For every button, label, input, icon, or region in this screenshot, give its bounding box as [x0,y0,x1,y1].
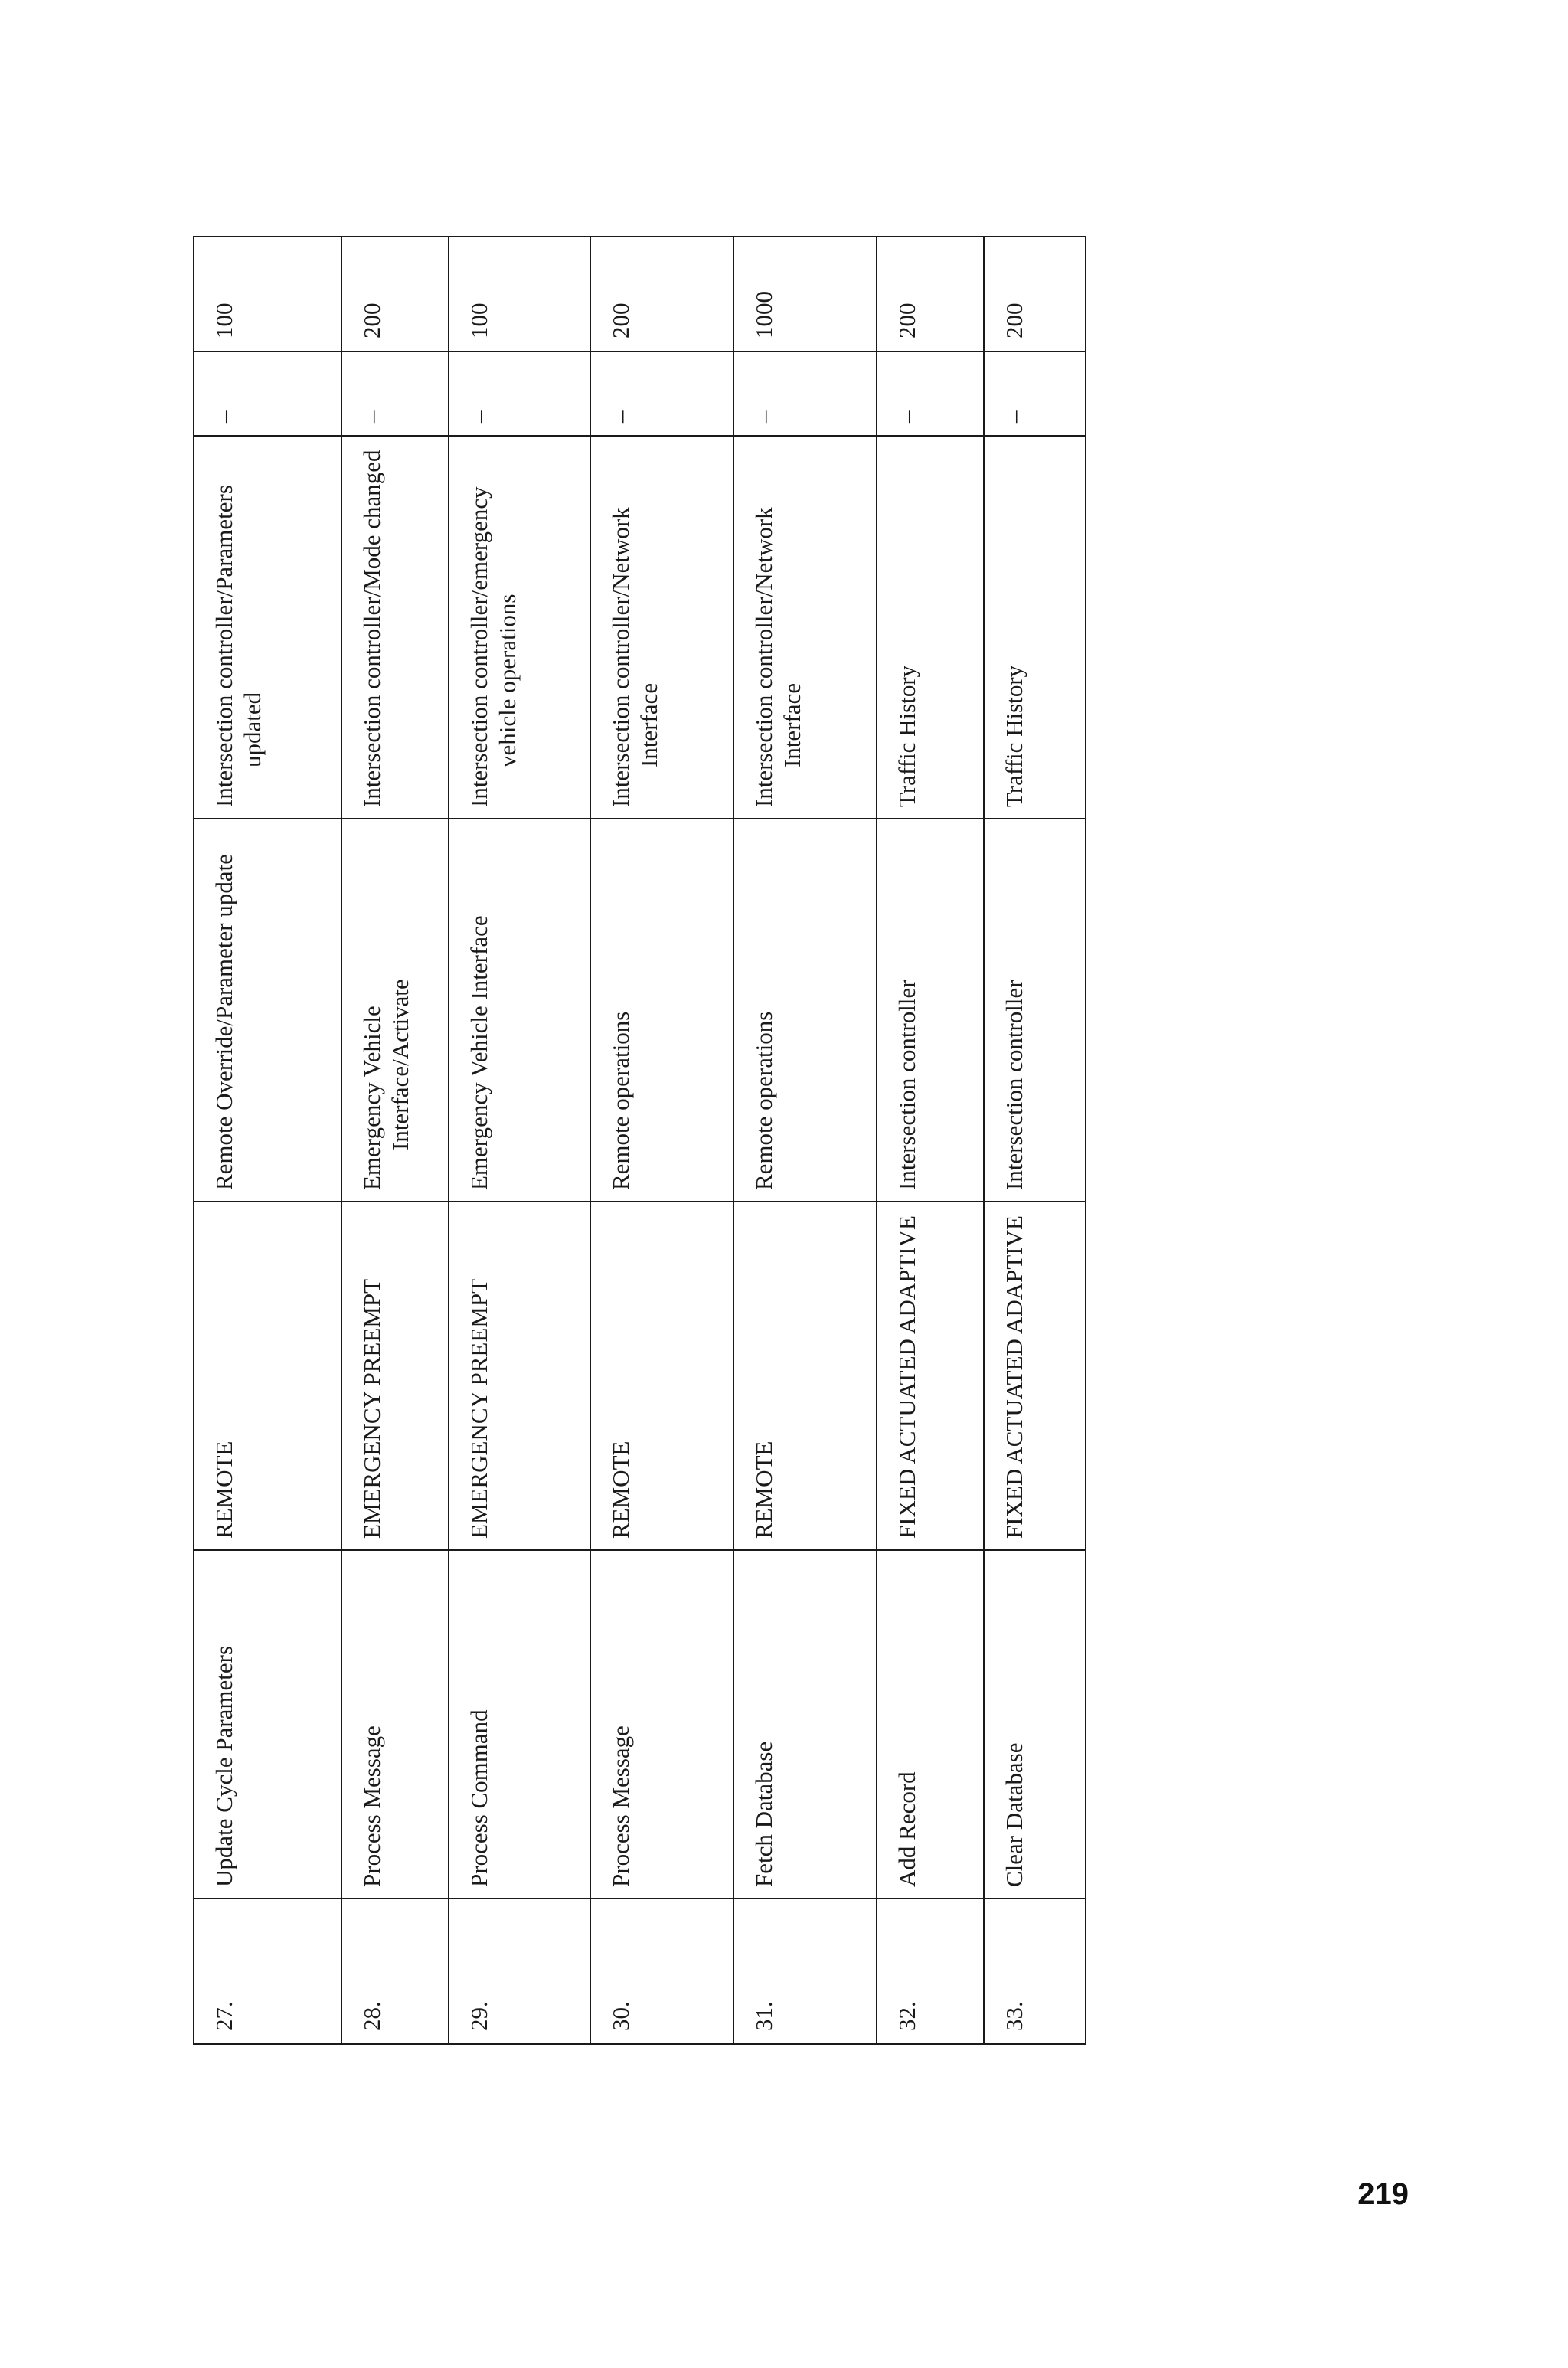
mode-cell: REMOTE [194,1202,341,1550]
operation-cell: Add Record [877,1550,984,1899]
source-cell: Remote operations [590,819,733,1202]
operation-cell: Fetch Database [733,1550,877,1899]
value-cell: 100 [194,237,341,352]
dash-cell: – [877,352,984,436]
dash-cell: – [590,352,733,436]
value-cell: 200 [877,237,984,352]
operation-cell: Process Message [590,1550,733,1899]
destination-cell: Intersection controller/Parameters updated [194,436,341,819]
mode-cell: EMERGENCY PREEMPT [341,1202,449,1550]
row-number: 27. [194,1899,341,2044]
operation-cell: Clear Database [984,1550,1086,1899]
dash-cell: – [341,352,449,436]
operation-cell: Update Cycle Parameters [194,1550,341,1899]
destination-cell: Intersection controller/Network Interface [733,436,877,819]
value-cell: 200 [341,237,449,352]
mode-cell: EMERGENCY PREEMPT [449,1202,590,1550]
mode-cell: FIXED ACTUATED ADAPTIVE [877,1202,984,1550]
row-number: 33. [984,1899,1086,2044]
row-number: 31. [733,1899,877,2044]
destination-cell: Traffic History [984,436,1086,819]
mode-cell: FIXED ACTUATED ADAPTIVE [984,1202,1086,1550]
table-row [449,237,590,2044]
source-cell: Emergency Vehicle Interface [449,819,590,1202]
rotated-table-container [193,291,1085,2045]
dash-cell: – [984,352,1086,436]
source-cell: Intersection controller [984,819,1086,1202]
dash-cell: – [449,352,590,436]
value-cell: 200 [984,237,1086,352]
table-row [733,237,877,2044]
source-cell: Intersection controller [877,819,984,1202]
value-cell: 100 [449,237,590,352]
source-cell: Remote Override/Parameter update [194,819,341,1202]
destination-cell: Intersection controller/Mode changed [341,436,449,819]
destination-cell: Intersection controller/emergency vehicle operations [449,436,590,819]
dash-cell: – [733,352,877,436]
value-cell: 200 [590,237,733,352]
mode-cell: REMOTE [590,1202,733,1550]
operation-cell: Process Command [449,1550,590,1899]
mode-cell: REMOTE [733,1202,877,1550]
operation-cell: Process Message [341,1550,449,1899]
destination-cell: Intersection controller/Network Interface [590,436,733,819]
table-row [984,237,1086,2044]
table-row [590,237,733,2044]
row-number: 30. [590,1899,733,2044]
row-number: 28. [341,1899,449,2044]
page-number: 219 [1357,2177,1409,2211]
value-cell: 1000 [733,237,877,352]
row-number: 32. [877,1899,984,2044]
source-cell: Remote operations [733,819,877,1202]
dash-cell: – [194,352,341,436]
destination-cell: Traffic History [877,436,984,819]
row-number: 29. [449,1899,590,2044]
table-row [877,237,984,2044]
table-row [194,237,341,2044]
table-row [341,237,449,2044]
requirements-table [193,236,1086,2045]
source-cell: Emergency Vehicle Interface/Activate [341,819,449,1202]
table-body [194,237,1086,2044]
